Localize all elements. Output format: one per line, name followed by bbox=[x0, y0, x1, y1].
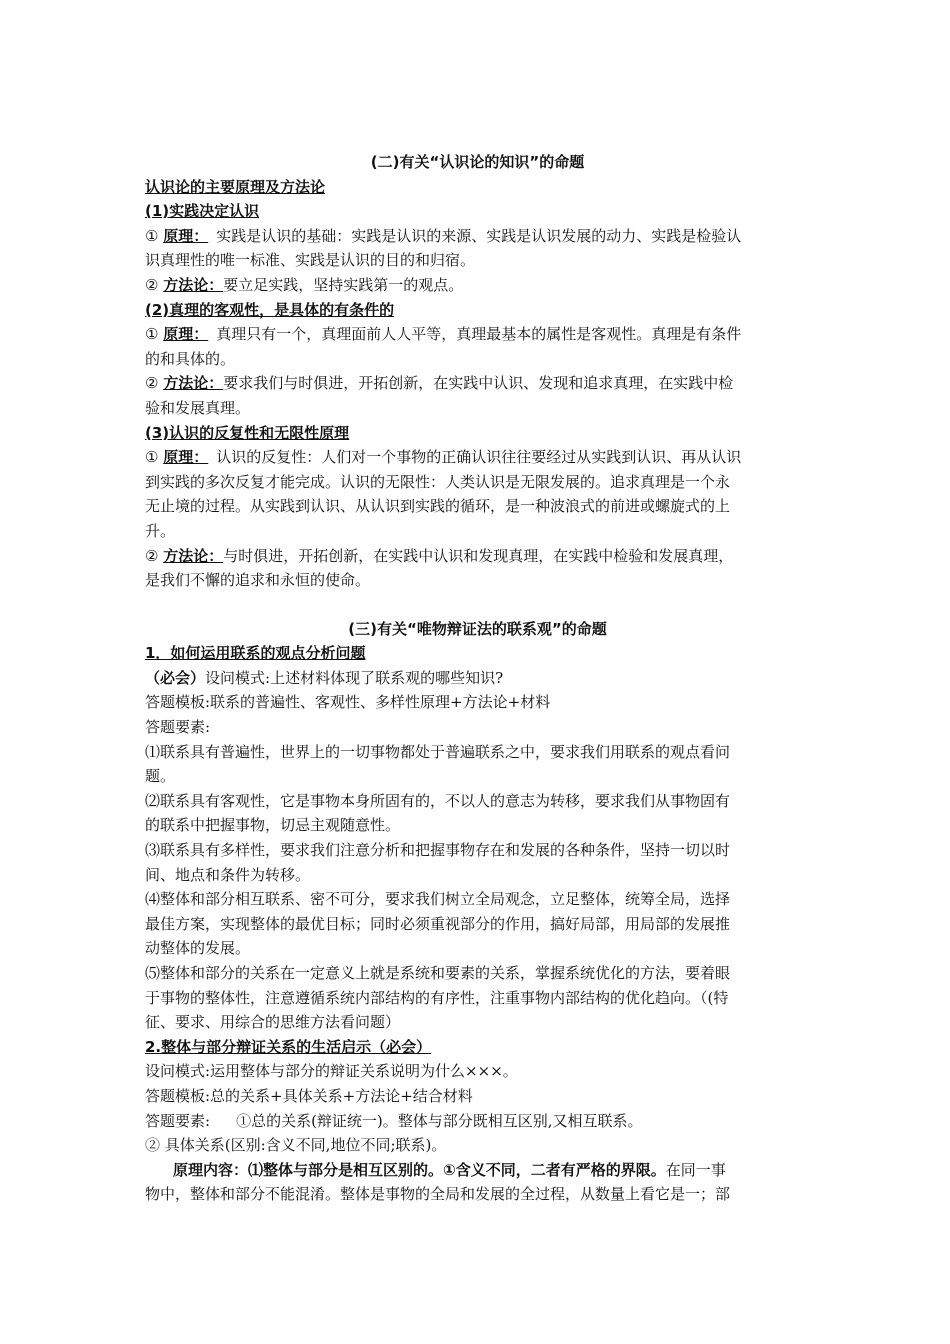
q1-elements: 答题要素: bbox=[145, 718, 211, 737]
q2-template: 答题模板:总的关系+具体关系+方法论+结合材料 bbox=[145, 1086, 473, 1105]
text-line: 在同一事 bbox=[665, 1160, 726, 1179]
text-line: 认识的反复性：人们对一个事物的正确认识往往要经过从实践到认识、再从认识 bbox=[216, 448, 742, 467]
text-line: ⑷整体和部分相互联系、密不可分，要求我们树立全局观念，立足整体，统筹全局，选择 bbox=[145, 890, 731, 909]
label-principle: 原理： bbox=[163, 226, 209, 245]
text-line: 真理只有一个，真理面前人人平等，真理最基本的属性是客观性。真理是有条件 bbox=[216, 325, 742, 344]
text-line: 于事物的整体性，注意遵循系统内部结构的有序性，注重事物内部结构的优化趋向。（(特 bbox=[145, 988, 729, 1007]
text-line: ⑶联系具有多样性，要求我们注意分析和把握事物存在和发展的各种条件，坚持一切以时 bbox=[145, 841, 731, 860]
q2-specific: ② 具体关系(区别:含义不同,地位不同;联系)。 bbox=[145, 1136, 447, 1155]
principle-bold-text: 原理内容：⑴整体与部分是相互区别的。①含义不同，二者有严格的界限。 bbox=[173, 1160, 666, 1179]
heading-q2: 2.整体与部分辩证关系的生活启示（必会） bbox=[145, 1037, 432, 1056]
text-line: 最佳方案，实现整体的最优目标；同时必须重视部分的作用，搞好局部，用局部的发展推 bbox=[145, 914, 731, 933]
text-line: 验和发展真理。 bbox=[145, 398, 251, 417]
text-line: 实践是认识的基础：实践是认识的来源、实践是认识发展的动力、实践是检验认 bbox=[216, 226, 742, 245]
text-line: 是我们不懈的追求和永恒的使命。 bbox=[145, 571, 371, 590]
text-line: 要求我们与时俱进，开拓创新，在实践中认识、发现和追求真理，在实践中检 bbox=[223, 374, 734, 393]
paragraph-principle-1: ① 原理： 实践是认识的基础：实践是认识的来源、实践是认识发展的动力、实践是检验认 bbox=[145, 226, 742, 245]
text-line: 识真理性的唯一标准、实践是认识的目的和归宿。 bbox=[145, 251, 476, 270]
label-method: 方法论： bbox=[163, 275, 224, 294]
text-line: ⑸整体和部分的关系在一定意义上就是系统和要素的关系，掌握系统优化的方法，要着眼 bbox=[145, 964, 731, 982]
text-line: 要立足实践，坚持实践第一的观点。 bbox=[223, 275, 464, 294]
text-line: 无止境的过程。从实践到认识、从认识到实践的循环，是一种波浪式的前进或螺旋式的上 bbox=[145, 497, 731, 516]
q2-mode: 设问模式:运用整体与部分的辩证关系说明为什么×××。 bbox=[145, 1062, 518, 1081]
heading-main-principles: 认识论的主要原理及方法论 bbox=[145, 177, 326, 196]
text-line: ⑴联系具有普遍性，世界上的一切事物都处于普遍联系之中，要求我们用联系的观点看问 bbox=[145, 742, 731, 761]
paragraph-method-1: ② 方法论：要立足实践，坚持实践第一的观点。 bbox=[145, 275, 464, 294]
section-title-dialectics: (三)有关“唯物辩证法的联系观”的命题 bbox=[348, 619, 607, 638]
text-line: 题。 bbox=[145, 767, 176, 786]
label-principle: 原理： bbox=[163, 325, 209, 344]
text-line: 间、地点和条件为转移。 bbox=[145, 865, 311, 884]
subheading-practice: (1)实践决定认识 bbox=[145, 202, 260, 221]
heading-q1: 1．如何运用联系的观点分析问题 bbox=[145, 644, 366, 663]
text-line: 到实践的多次反复才能完成。认识的无限性：人类认识是无限发展的。追求真理是一个永 bbox=[145, 472, 731, 491]
principle-content bbox=[145, 1158, 810, 1183]
section-spacer bbox=[145, 593, 810, 617]
must-know-label: （必会） bbox=[145, 668, 206, 687]
text-line: ①总的关系(辩证统一)。整体与部分既相互区别,又相互联系。 bbox=[236, 1111, 643, 1130]
q1-template: 答题模板:联系的普遍性、客观性、多样性原理+方法论+材料 bbox=[145, 693, 551, 712]
paragraph-principle-2: ① 原理： 真理只有一个，真理面前人人平等，真理最基本的属性是客观性。真理是有条件 bbox=[145, 325, 742, 344]
label-principle: 原理： bbox=[163, 448, 209, 467]
section-title-epistemology: (二)有关“认识论的知识”的命题 bbox=[370, 153, 585, 171]
text-line: 设问模式:上述材料体现了联系观的哪些知识? bbox=[205, 668, 504, 687]
label-method: 方法论： bbox=[163, 546, 224, 565]
text-line: 的和具体的。 bbox=[145, 349, 236, 368]
text-line: 升。 bbox=[145, 521, 176, 540]
subheading-repetition: (3)认识的反复性和无限性原理 bbox=[145, 423, 350, 442]
paragraph-principle-3: ① 原理： 认识的反复性：人们对一个事物的正确认识往往要经过从实践到认识、再从认识 bbox=[145, 448, 742, 467]
text-line: 与时俱进，开拓创新，在实践中认识和发现真理，在实践中检验和发展真理， bbox=[223, 546, 734, 565]
paragraph-method-2: ② 方法论：要求我们与时俱进，开拓创新，在实践中认识、发现和追求真理，在实践中检 bbox=[145, 374, 734, 393]
subheading-truth: (2)真理的客观性，是具体的有条件的 bbox=[145, 300, 395, 319]
q1-mode bbox=[145, 666, 810, 691]
document-body bbox=[145, 150, 810, 1207]
text-line: 征、要求、用综合的思维方法看问题） bbox=[145, 1013, 401, 1032]
text-line: ⑵联系具有客观性，它是事物本身所固有的，不以人的意志为转移，要求我们从事物固有 bbox=[145, 791, 731, 810]
text-line: 答题要素: bbox=[145, 1111, 211, 1130]
text-line: 物中，整体和部分不能混淆。整体是事物的全局和发展的全过程，从数量上看它是一；部 bbox=[145, 1185, 731, 1204]
paragraph-method-3: ② 方法论：与时俱进，开拓创新，在实践中认识和发现真理，在实践中检验和发展真理， bbox=[145, 546, 734, 565]
q2-elements bbox=[145, 1109, 810, 1134]
text-line: 的联系中把握事物，切忌主观随意性。 bbox=[145, 816, 401, 835]
text-line: 动整体的发展。 bbox=[145, 939, 251, 958]
label-method: 方法论： bbox=[163, 374, 224, 393]
